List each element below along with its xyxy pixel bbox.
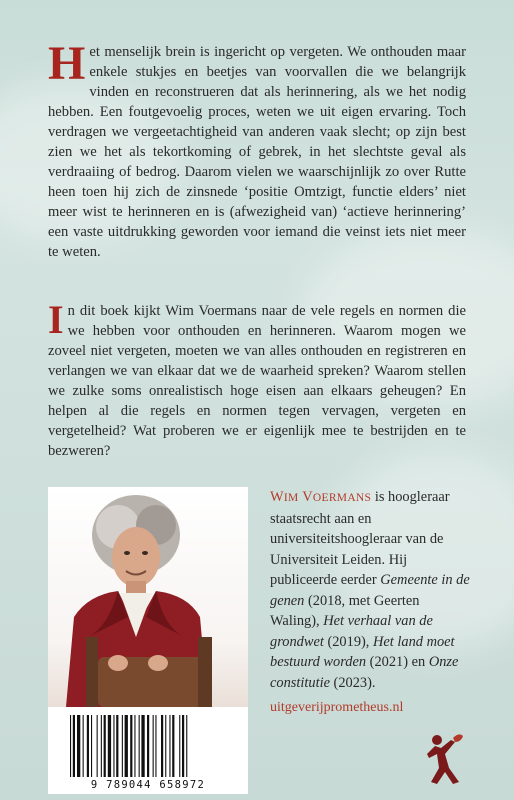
barcode-bar — [101, 715, 102, 777]
face-shape — [112, 527, 160, 587]
barcode-bar — [147, 715, 149, 777]
barcode-bar — [108, 715, 111, 777]
barcode-bar — [77, 715, 80, 777]
barcode-bar — [130, 715, 132, 777]
author-name-part: V — [302, 489, 313, 505]
book-title: Het land moet bestuurd worden — [270, 633, 455, 670]
intro-text: et menselijk brein is ingericht op vergeten. We onthouden maar enkele stukjes en beetjes van voorvallen die we belangrijk vinden en reconstrueren dat als herinnering, als we het nodig hebben. Een foutgevoelig proces, weten we uit eigen ervaring. Toch verdragen we vergeetachtigheid van anderen vaak slecht; op zijn best zien we het als tekortkoming of gebrek, in het slechtste geval als verdraaiing of bedrog. Daarom vielen we waarschijnlijk zo over Rutte heen toen hij zich de zinsnede ‘positie Omtzigt, functie elders’ niet meer wist te herinneren en is (afwezigheid van) ‘actieve herinnering’ een vaste uitdrukking geworden voor iemand die veinst iets niet meer te weten. — [48, 44, 466, 260]
barcode-bar — [125, 715, 128, 777]
book-title: Het verhaal van de grondwet — [270, 613, 433, 650]
barcode-bar — [165, 715, 166, 777]
barcode-bar — [179, 715, 180, 777]
author-bio — [270, 487, 470, 693]
barcode-bar — [113, 715, 114, 777]
eye-shape — [142, 551, 148, 555]
bio-text: (2023). — [329, 674, 376, 691]
barcode-bar — [116, 715, 118, 777]
author-portrait-illustration — [48, 487, 248, 707]
author-name-part: OERMANS — [312, 492, 372, 504]
barcode-bar — [70, 715, 71, 777]
barcode-bar — [141, 715, 144, 777]
barcode-bar — [153, 715, 154, 777]
book-title: Gemeente in de genen — [270, 572, 470, 609]
bio-text: (2018, met Geerten Waling), — [270, 592, 420, 629]
chair-shape — [86, 637, 98, 707]
drop-cap: H — [48, 37, 86, 90]
barcode-bar — [134, 715, 135, 777]
barcode-bar — [73, 715, 75, 777]
barcode-bar — [169, 715, 170, 777]
barcode-bar — [122, 715, 123, 777]
author-name-part: IM — [283, 492, 299, 504]
eye-shape — [124, 551, 130, 555]
summary-text: n dit boek kijkt Wim Voermans naar de vele regels en normen die we hebben voor onthouden en herinneren. Waarom mogen we zoveel niet vergeten, moeten we van alles onthouden en registreren en verlangen we van elkaar dat we de waarheid spreken? Waarom stellen we zulke soms onrealistisch hoge eisen aan elkaars geheugen? En helpen al die regels en normen tegen vervagen, vergeten en vergetelheid? Wat proberen we er eigenlijk mee te bestrijden en te bezweren? — [48, 303, 466, 459]
barcode-bar — [139, 715, 140, 777]
book-title: Onze constitutie — [270, 654, 459, 691]
bio-text: is hoogleraar staatsrecht aan en universiteitshoogleraar van de Universiteit Leiden. Hij publiceerde eerder — [270, 489, 450, 588]
barcode-bars — [70, 715, 226, 777]
barcode-bar — [87, 715, 89, 777]
barcode-bar — [172, 715, 174, 777]
hand-shape — [148, 655, 168, 671]
barcode — [48, 707, 248, 794]
barcode-bar — [97, 715, 98, 777]
barcode-bar — [91, 715, 92, 777]
bio-text: (2019), — [323, 633, 374, 650]
intro-paragraph — [48, 37, 466, 262]
barcode-bar — [186, 715, 187, 777]
publisher-url[interactable]: uitgeverijprometheus.nl — [270, 700, 404, 715]
hand-shape — [108, 655, 128, 671]
summary-paragraph — [48, 297, 466, 461]
barcode-bar — [161, 715, 163, 777]
author-name — [270, 489, 371, 505]
bio-text: (2021) en — [366, 654, 429, 670]
barcode-bar — [182, 715, 184, 777]
drop-cap: I — [48, 297, 64, 342]
author-photo — [48, 487, 248, 707]
barcode-bar — [155, 715, 156, 777]
barcode-bar — [104, 715, 106, 777]
prometheus-figure-logo-icon — [425, 732, 467, 786]
chair-shape — [198, 637, 212, 707]
isbn-number: 9 789044 658972 — [90, 779, 206, 791]
author-name-part: W — [270, 489, 284, 505]
barcode-bar — [83, 715, 84, 777]
